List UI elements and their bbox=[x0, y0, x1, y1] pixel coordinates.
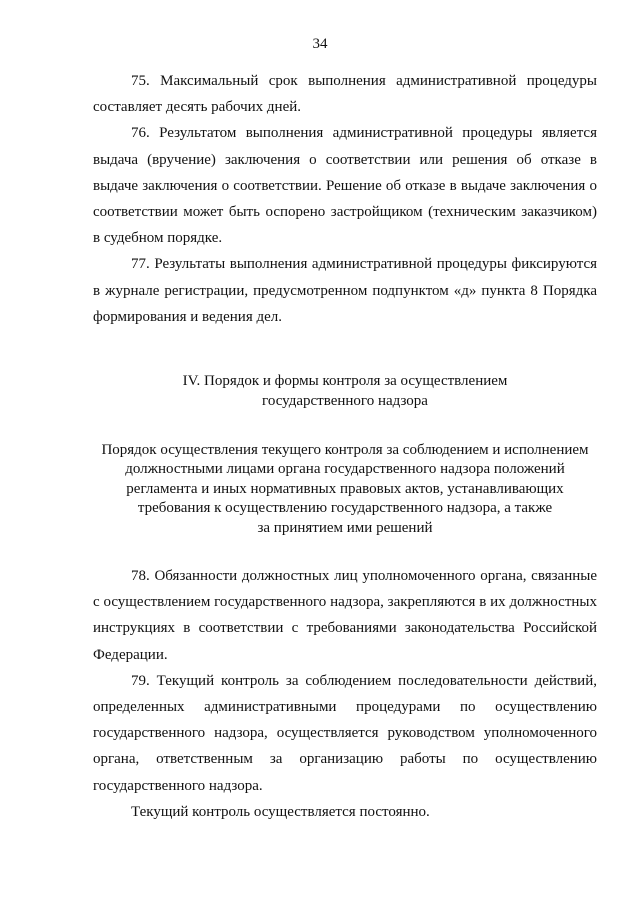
subsection-heading-line: Порядок осуществления текущего контроля за соблюдением и исполнением bbox=[101, 442, 589, 459]
paragraph-current-control: Текущий контроль осуществляется постоянно. bbox=[131, 803, 430, 820]
section-heading-line: IV. Порядок и формы контроля за осуществлением bbox=[182, 373, 508, 390]
section-heading bbox=[93, 371, 597, 411]
subsection-heading-line: регламента и иных нормативных правовых актов, устанавливающих bbox=[126, 480, 564, 497]
subsection-heading-line: требования к осуществлению государственного надзора, а также bbox=[137, 500, 553, 517]
paragraph-75: 75. Максимальный срок выполнения административной процедуры составляет десять рабочих дней. bbox=[93, 73, 597, 116]
paragraph-77: 77. Результаты выполнения административной процедуры фиксируются в журнале регистрации, предусмотренном подпунктом «д» пункта 8 Порядка формирования и ведения дел. bbox=[93, 256, 597, 325]
section-heading-line: государственного надзора bbox=[262, 393, 428, 410]
subsection-heading bbox=[93, 441, 597, 538]
bottom-paragraphs bbox=[93, 563, 597, 825]
document-body bbox=[93, 68, 597, 825]
subsection-heading-line: за принятием ими решений bbox=[257, 519, 433, 536]
paragraph-78: 78. Обязанности должностных лиц уполномоченного органа, связанные с осуществлением государственного надзора, закрепляются в их должностных инструкциях в соответствии с требованиями законодательства Российской Федерации. bbox=[93, 568, 597, 663]
paragraph-79: 79. Текущий контроль за соблюдением последовательности действий, определенных административными процедурами по осуществлению государственного надзора, осуществляется руководством уполномоченного органа, ответственным за организацию работы по осуществлению государственного надзора. bbox=[93, 672, 597, 794]
subsection-heading-line: должностными лицами органа государственного надзора положений bbox=[125, 461, 565, 478]
paragraph-76: 76. Результатом выполнения административной процедуры является выдача (вручение) заключения о соответствии или решения об отказе в выдаче заключения о соответствии. Решение об отказе в выдаче заключения о соответствии может быть оспорено застройщиком (техническим заказчиком) в судебном порядке. bbox=[93, 125, 597, 247]
page-number: 34 bbox=[312, 36, 328, 52]
